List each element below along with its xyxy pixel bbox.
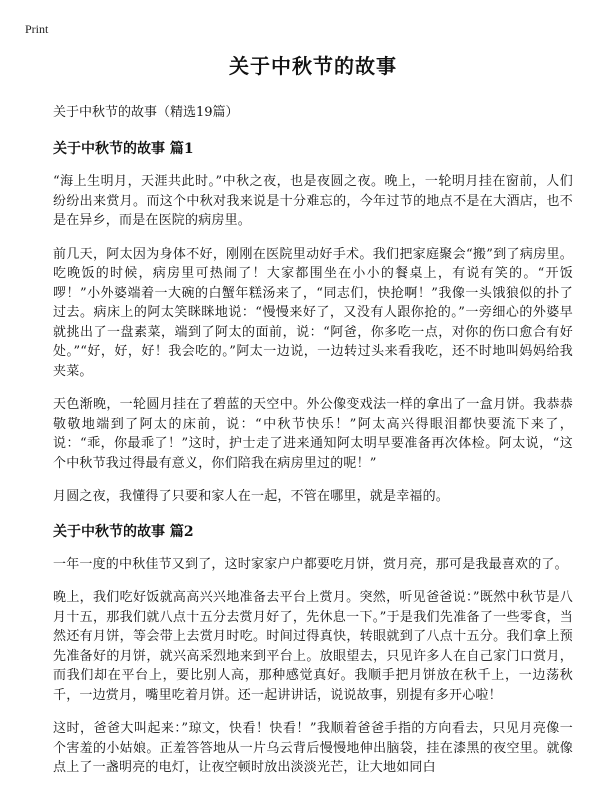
paragraph: 这时，爸爸大叫起来：”琼文，快看！快看！”我顺着爸爸手指的方向看去，只见月亮像一个害羞的小姑娘。正羞答答地从一片乌云背后慢慢地伸出脑袋，挂在漆黑的夜空里。就像点上了一盏明亮的电灯，让夜空顿时放出淡淡光芒，让大地如同白 — [53, 721, 573, 775]
section-1 — [53, 138, 573, 507]
paragraph: 一年一度的中秋佳节又到了，这时家家户户都要吃月饼，赏月亮，那可是我最喜欢的了。 — [53, 556, 568, 572]
document-title: 关于中秋节的故事 — [229, 54, 397, 78]
paragraph: 晚上，我们吃好饭就高高兴兴地准备去平台上赏月。突然，听见爸爸说：”既然中秋节是八月十五，那我们就八点十五分去赏月好了，先休息一下。”于是我们先准备了一些零食，当然还有月饼，等会带上去赏月时吃。时间过得真快，转眼就到了八点十五分。我们拿上预先准备好的月饼，就兴高采烈地来到平台上。放眼望去，只见许多人在自己家门口赏月，而我们却在平台上，要比别人高，那种感觉真好。我顺手把月饼放在秋千上，一边荡秋千，一边赏月，嘴里吃着月饼。还一起讲讲话，说说故事，别提有多开心啦！ — [53, 590, 573, 703]
section-2 — [53, 521, 573, 778]
paragraph: “海上生明月，天涯共此时。”中秋之夜，也是夜圆之夜。晚上，一轮明月挂在窗前，人们纷纷出来赏月。而这个中秋对我来说是十分难忘的，今年过节的地点不是在大酒店，也不是在异乡，而是在医院的病房里。 — [53, 174, 573, 228]
document-subtitle: 关于中秋节的故事（精选19篇） — [53, 105, 239, 120]
print-link[interactable]: Print — [25, 22, 49, 36]
document-body — [53, 50, 573, 792]
section-heading: 关于中秋节的故事 篇2 — [53, 523, 194, 540]
paragraph: 月圆之夜，我懂得了只要和家人在一起，不管在哪里，就是幸福的。 — [53, 489, 450, 504]
paragraph: 前几天，阿太因为身体不好，刚刚在医院里动好手术。我们把家庭聚会“搬”到了病房里。吃晚饭的时候，病房里可热闹了！大家都围坐在小小的餐桌上，有说有笑的。“开饭啰！”小外婆端着一大碗的白蟹年糕汤来了，“同志们，快抢啊！”我像一头饿狼似的扑了过去。病床上的阿太笑眯眯地说：“慢慢来好了，又没有人跟你抢的。”一旁细心的外婆早就挑出了一盘素菜，端到了阿太的面前，说：“阿爸，你多吃一点，对你的伤口愈合有好处。”“好，好，好！我会吃的。”阿太一边说，一边转过头来看我吃，还不时地叫妈妈给我夹菜。 — [53, 246, 573, 379]
paragraph: 天色渐晚，一轮圆月挂在了碧蓝的天空中。外公像变戏法一样的拿出了一盒月饼。我恭恭敬敬地端到了阿太的床前，说：“中秋节快乐！”阿太高兴得眼泪都快要流下来了，说：“乖，你最乖了！”这时，护士走了进来通知阿太明早要准备再次体检。阿太说，“这个中秋节我过得最有意义，你们陪我在病房里过的呢！” — [53, 397, 573, 471]
section-heading: 关于中秋节的故事 篇1 — [53, 141, 194, 157]
